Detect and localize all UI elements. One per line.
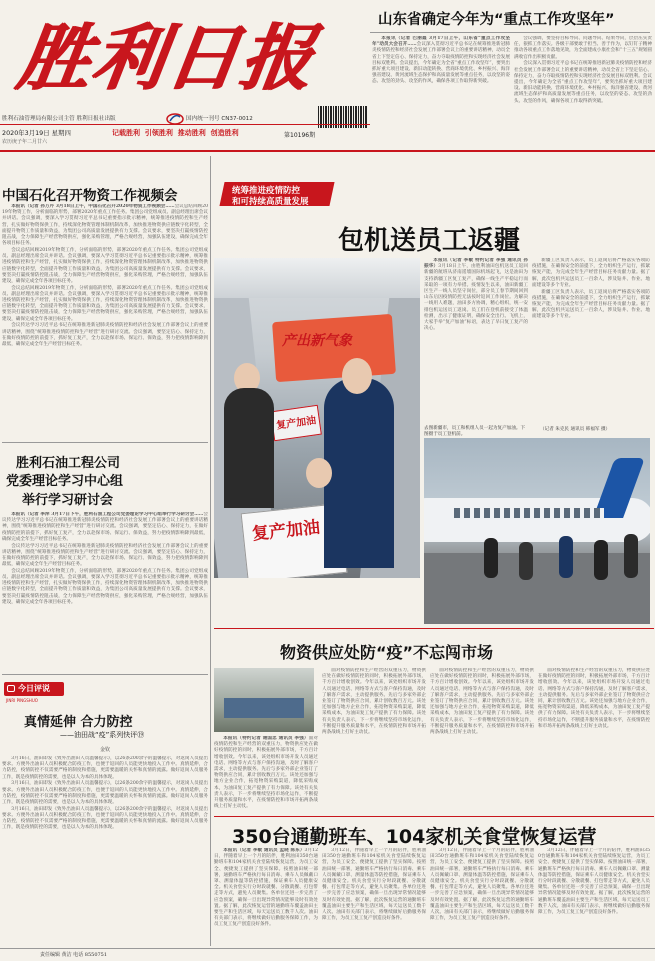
commute-article-col4: 3月12日，伴随着早上一个月的陪伴，胜利油田350台通勤班车和104家机关食堂陆续恢复运营，为员工安全、便捷复工提供了坚实保障。按照油田统一部署，通勤班车严格执行每日消毒、乘车人员佩戴口罩、测量体温等防控措施，保证乘车人员健康安全。机关食堂实行分时段就餐、分散就餐、打包带走等方式，避免人员聚集。各单位还进一步完善了应急预案，确保一旦出现异常情况能够及时有效处置。据了解，此次恢复运营的通勤班车覆盖油田主要生产和生活区域，每天运送员工数千人次。油田有关部门表示，将继续做好后勤服务保障工作，为员工复工复产创造良好条件。 [538, 848, 650, 916]
publisher-line: 胜利石油管理局有限公司主管 胜利日报社出版 [2, 116, 116, 122]
footer-rule [0, 948, 655, 949]
logo-icon [166, 110, 184, 122]
column-divider [210, 156, 211, 946]
photo-credit: （记者 朱克民 通讯员 韩福军 摄） [540, 427, 611, 432]
comment-tag-en: JINRI PINGSHUO [6, 698, 38, 703]
commute-article-col1: 本报讯（记者 李敏 通讯员 孟晓 陈东）3月12日，伴随着早上一个月的陪伴，胜利油田350台通勤班车和104家机关食堂陆续恢复运营，为员工安全、便捷复工提供了坚实保障。按照油田统一部署，通勤班车严格执行每日消毒、乘车人员佩戴口罩、测量体温等防控措施，保证乘车人员健康安全。机关食堂实行分时段就餐、分散就餐、打包带走等方式，避免人员聚集。各单位还进一步完善了应急预案，确保一旦出现异常情况能够及时有效处置。据了解，此次恢复运营的通勤班车覆盖油田主要生产和生活区域，每天运送员工数千人次。油田有关部门表示，将继续做好后勤服务保障工作，为员工复工复产创造良好条件。 [214, 848, 318, 928]
right-article-body: 本报讯（记者 巴丽霞 3月17日上午，山东省“重点工作攻坚年”动员大会召开……会议深入贯彻习近平总书记在统筹推进新冠肺炎疫情防控和经济社会发展工作部署会议上的重要讲话精神，动员全省上下坚定信心、保持定力，奋力夺取疫情防控和实现经济社会发展目标双胜利。会议提出，今年确定为全省“重点工作攻坚年”，要突出抓好重大项目建设、新旧动能转换、营商环境优化、乡村振兴、海洋强省建设、黄河流域生态保护和高质量发展等重点任务，以攻坚的姿态、攻坚的劲头、攻坚的作风，确保各项工作取得新突破。 [372, 36, 510, 85]
right-article-body-2: 会议强调，要坚持目标导向、问题导向、结果导向，层层压实责任，狠抓工作落实。各级干部要敢于担当、善于作为，以钉钉子精神推动各项重点工作落地见效，为全面建成小康社会和“十三五”规划圆满收官作出积极贡献。 会议深入贯彻习近平总书记在统筹推进新冠肺炎疫情防控和经济社会发展工作部署会议上的重要讲话精神，动员全省上下坚定信心、保持定力，奋力夺取疫情防控和实现经济社会发展目标双胜利。会议提出，今年确定为全省“重点工作攻坚年”，要突出抓好重大项目建设、新旧动能转换、营商环境优化、乡村振兴、海洋强省建设、黄河流域生态保护和高质量发展等重点任务，以攻坚的姿态、攻坚的劲头、攻坚的作风，确保各项工作取得新突破。 [514, 36, 652, 104]
section-rule [214, 816, 654, 817]
comment-subtitle: ——油田战“疫”系列快评⑲ [60, 731, 145, 739]
divider [2, 442, 208, 443]
left-headline-2a[interactable]: 胜利石油工程公司 [16, 456, 121, 471]
left-headline-2b[interactable]: 党委理论学习中心组 [6, 474, 124, 489]
left-article-2: 本报讯（记者 李萍 3月17日下午，胜利石油工程公司党委理论学习中心组举行学习研讨会……会议传达学习习近平总书记在统筹推进新冠肺炎疫情防控和经济社会发展工作部署会议上的重要讲话精神，围绕“统筹推进疫情防控和生产经营”进行研讨交流。会议强调，要坚定信心、保持定力，在做好疫情防控的前提下，抓好复工复产，全力以赴保市场、保运行、保效益，努力把疫情影响降到最低，确保完成全年生产经营目标任务。 会议传达学习习近平总书记在统筹推进新冠肺炎疫情防控和经济社会发展工作部署会议上的重要讲话精神，围绕“统筹推进疫情防控和生产经营”进行研讨交流。会议强调，要坚定信心、保持定力，在做好疫情防控的前提下，抓好复工复产，全力以赴保市场、保运行、保效益，努力把疫情影响降到最低，确保完成全年生产经营目标任务。 会议总结回顾2019年物资工作，分析面临的形势，部署2020年重点工作任务。集团公司党组成员、副总经理出席会议并讲话。会议强调，要深入学习贯彻习近平总书记重要指示批示精神，统筹推进疫情防控和生产经营，扎实做好物资保供工作，持续深化物资管理体制机制改革，加快推进物资供应链数字化转型，全面提升物资工作质量和效益，为集团公司高质量发展提供有力支撑。会议要求，要坚决打赢疫情防控阻击战，全力保障生产经营物资供应，强化采购管理，严格合规经营，加强队伍建设，确保完成全年各项目标任务。 [2, 512, 208, 605]
supply-article-col4: 面对疫情防控和生产经营的双重压力，物资供应处在做好疫情防控的同时，积极拓展外部市场，千方百计增收创效。今年以来，该处组织市场开发人员通过电话、网络等方式与客户保持沟通，及时了解客户需求，主动提供服务。先后与多家外部企业签订了物资供应合同，累计创收数百万元。该处还加强与地方企业合作，拓宽物资采购渠道，降低采购成本，为油田复工复产提供了有力保障。该处有关负责人表示，下一步将继续坚持市场化运作，不断提升服务质量和水平，在疫情防控和市场开拓两条战线上打好主动仗。 [538, 668, 650, 729]
slogan-bar: 记载胜利 引领胜利 推动胜利 创造胜利 [112, 129, 239, 137]
airplane-cabin-photo [214, 258, 420, 578]
feature-article-col1: 本报讯（记者 李敏 特约记者 李强 通讯员 孙振华）3月18日上午，由胜利油田包机送员工返回新疆的航班从济南遥墙国际机场起飞，这是油田为支持新疆工区复工复产，确保一线生产平稳运行而采取的一项有力举措。疫情发生以来，油田新疆工区生产一线人员坚守岗位，部分员工春节期间回到山东后因疫情防控无法按时返回工作岗位。为解决一线用人难题，油田多方协调，精心组织，统一安排包机运送员工返岗。员工们在登机前接受了体温检测，出示了健康证明，确保安全出行。飞机上，大家手举“复产加油”标语，表达了早日复工复产的决心。 [424, 258, 528, 332]
comment-author: 金钦 [100, 747, 111, 753]
footer-editor: 责任编辑 黄洁 电话 8550751 [40, 952, 108, 958]
lunar-date: 农历庚子年二月廿六 [2, 139, 48, 145]
left-headline-1[interactable]: 中国石化召开物资工作视频会 [2, 188, 178, 204]
comment-body: 3月16日，油田即发《致外出油田人员温馨提示》，以26条200余字的温馨提示，对返岗人员提出要求。方便外出油田人员积极配合防疫工作，也便于返回的人员能更快地投入工作中。真情延伸，合力防控，疫情防控不仅需要严格的制度和措施，更需要温暖的关怀和真情的流露。做好返岗人员服务工作，既是疫情防控的需要，也是以人为本的具体体现。 3月16日，油田即发《致外出油田人员温馨提示》，以26条200余字的温馨提示，对返岗人员提出要求。方便外出油田人员积极配合防疫工作，也便于返回的人员能更快地投入工作中。真情延伸，合力防控，疫情防控不仅需要严格的制度和措施，更需要温暖的关怀和真情的流露。做好返岗人员服务工作，既是疫情防控的需要，也是以人为本的具体体现。 3月16日，油田即发《致外出油田人员温馨提示》，以26条200余字的温馨提示，对返岗人员提出要求。方便外出油田人员积极配合防疫工作，也便于返回的人员能更快地投入工作中。真情延伸，合力防控，疫情防控不仅需要严格的制度和措施，更需要温暖的关怀和真情的流露。做好返岗人员服务工作，既是疫情防控的需要，也是以人为本的具体体现。 [2, 756, 208, 831]
supply-article-col2: 面对疫情防控和生产经营的双重压力，物资供应处在做好疫情防控的同时，积极拓展外部市场，千方百计增收创效。今年以来，该处组织市场开发人员通过电话、网络等方式与客户保持沟通，及时了解客户需求，主动提供服务。先后与多家外部企业签订了物资供应合同，累计创收数百万元。该处还加强与地方企业合作，拓宽物资采购渠道，降低采购成本，为油田复工复产提供了有力保障。该处有关负责人表示，下一步将继续坚持市场化运作，不断提升服务质量和水平，在疫情防控和市场开拓两条战线上打好主动仗。 [322, 668, 426, 736]
sign-large: 复产加油 [251, 517, 321, 545]
issue-date: 2020年3月19日 星期四 [2, 129, 71, 137]
left-article-1: 本报讯（记者 孙万芹 3月18日上午，中国石化召开2020年物资工作视频会……会议总结回顾2019年物资工作，分析面临的形势，部署2020年重点工作任务。集团公司党组成员、副总经理出席会议并讲话。会议强调，要深入学习贯彻习近平总书记重要指示批示精神，统筹推进疫情防控和生产经营，扎实做好物资保供工作，持续深化物资管理体制机制改革，加快推进物资供应链数字化转型，全面提升物资工作质量和效益，为集团公司高质量发展提供有力支撑。会议要求，要坚决打赢疫情防控阻击战，全力保障生产经营物资供应，强化采购管理，严格合规经营，加强队伍建设，确保完成全年各项目标任务。 会议总结回顾2019年物资工作，分析面临的形势，部署2020年重点工作任务。集团公司党组成员、副总经理出席会议并讲话。会议强调，要深入学习贯彻习近平总书记重要指示批示精神，统筹推进疫情防控和生产经营，扎实做好物资保供工作，持续深化物资管理体制机制改革，加快推进物资供应链数字化转型，全面提升物资工作质量和效益，为集团公司高质量发展提供有力支撑。会议要求，要坚决打赢疫情防控阻击战，全力保障生产经营物资供应，强化采购管理，严格合规经营，加强队伍建设，确保完成全年各项目标任务。 会议总结回顾2019年物资工作，分析面临的形势，部署2020年重点工作任务。集团公司党组成员、副总经理出席会议并讲话。会议强调，要深入学习贯彻习近平总书记重要指示批示精神，统筹推进疫情防控和生产经营，扎实做好物资保供工作，持续深化物资管理体制机制改革，加快推进物资供应链数字化转型，全面提升物资工作质量和效益，为集团公司高质量发展提供有力支撑。会议要求，要坚决打赢疫情防控阻击战，全力保障生产经营物资供应，强化采购管理，严格合规经营，加强队伍建设，确保完成全年各项目标任务。 会议传达学习习近平总书记在统筹推进新冠肺炎疫情防控和经济社会发展工作部署会议上的重要讲话精神，围绕“统筹推进疫情防控和生产经营”进行研讨交流。会议强调，要坚定信心、保持定力，在做好疫情防控的前提下，抓好复工复产，全力以赴保市场、保运行、保效益，努力把疫情影响降到最低，确保完成全年生产经营目标任务。 [2, 204, 208, 347]
issue-number: 第10196期 [284, 132, 316, 139]
masthead-rule [0, 124, 370, 125]
masthead-rule-bottom [0, 150, 655, 152]
divider [2, 674, 208, 675]
supply-article-col3: 面对疫情防控和生产经营的双重压力，物资供应处在做好疫情防控的同时，积极拓展外部市场，千方百计增收创效。今年以来，该处组织市场开发人员通过电话、网络等方式与客户保持沟通，及时了解客户需求，主动提供服务。先后与多家外部企业签订了物资供应合同，累计创收数百万元。该处还加强与地方企业合作，拓宽物资采购渠道，降低采购成本，为油田复工复产提供了有力保障。该处有关负责人表示，下一步将继续坚持市场化运作，不断提升服务质量和水平，在疫情防控和市场开拓两条战线上打好主动仗。 [430, 668, 534, 736]
cabin-banner-text: 产出新气象 [282, 333, 352, 349]
cn-number: 国内统一刊号 CN37-0012 [186, 116, 253, 122]
supply-headline[interactable]: 物资供应处防“疫”不忘闯市场 [280, 643, 494, 662]
headline-right[interactable]: 山东省确定今年为“重点工作攻坚年” [378, 12, 615, 28]
feature-headline[interactable]: 包机送员工返疆 [338, 226, 521, 256]
sign-small: 复产加油 [275, 415, 317, 432]
commute-article-col3: 3月12日，伴随着早上一个月的陪伴，胜利油田350台通勤班车和104家机关食堂陆续恢复运营，为员工安全、便捷复工提供了坚实保障。按照油田统一部署，通勤班车严格执行每日消毒、乘车人员佩戴口罩、测量体温等防控措施，保证乘车人员健康安全。机关食堂实行分时段就餐、分散就餐、打包带走等方式，避免人员聚集。各单位还进一步完善了应急预案，确保一旦出现异常情况能够及时有效处置。据了解，此次恢复运营的通勤班车覆盖油田主要生产和生活区域，每天运送员工数千人次。油田有关部门表示，将继续做好后勤服务保障工作，为员工复工复产创造良好条件。 [430, 848, 534, 922]
feature-tag-line1: 统筹推进疫情防控 [232, 186, 301, 196]
comment-tag: 今日评说 [4, 682, 64, 696]
supply-article-col1: 本报讯（特约记者 谢国忠 通讯员 李强）面对疫情防控和生产经营的双重压力，物资供应处在做好疫情防控的同时，积极拓展外部市场，千方百计增收创效。今年以来，该处组织市场开发人员通过电话、网络等方式与客户保持沟通，及时了解客户需求，主动提供服务。先后与多家外部企业签订了物资供应合同，累计创收数百万元。该处还加强与地方企业合作，拓宽物资采购渠道，降低采购成本，为油田复工复产提供了有力保障。该处有关负责人表示，下一步将继续坚持市场化运作，不断提升服务质量和水平，在疫情防控和市场开拓两条战线上打好主动仗。 [214, 736, 318, 810]
chat-icon [7, 685, 15, 692]
airplane-boarding-photo [424, 438, 650, 624]
divider [370, 32, 650, 33]
feature-article-col2: 新疆工区负责人表示，员工返岗后将严格落实各项防疫措施，在确保安全的前提下，全力组织生产运行，抓紧恢复产能，为完成全年生产经营目标任务贡献力量。据了解，此次包机共运送员工一百余人，涉及钻井、作业、地面建设等多个专业。 新疆工区负责人表示，员工返岗后将严格落实各项防疫措施，在确保安全的前提下，全力组织生产运行，抓紧恢复产能，为完成全年生产经营目标任务贡献力量。据了解，此次包机共运送员工一百余人，涉及钻井、作业、地面建设等多个专业。 [532, 258, 650, 320]
commute-article-col2: 3月12日，伴随着早上一个月的陪伴，胜利油田350台通勤班车和104家机关食堂陆续恢复运营，为员工安全、便捷复工提供了坚实保障。按照油田统一部署，通勤班车严格执行每日消毒、乘车人员佩戴口罩、测量体温等防控措施，保证乘车人员健康安全。机关食堂实行分时段就餐、分散就餐、打包带走等方式，避免人员聚集。各单位还进一步完善了应急预案，确保一旦出现异常情况能够及时有效处置。据了解，此次恢复运营的通勤班车覆盖油田主要生产和生活区域，每天运送员工数千人次。油田有关部门表示，将继续做好后勤服务保障工作，为员工复工复产创造良好条件。 [322, 848, 426, 922]
commute-headline[interactable]: 350台通勤班车、104家机关食堂恢复运营 [232, 826, 597, 848]
photo-caption: 去图新疆市，员工和机组人员一起为复产加油。下图摄于员工登机前。 [424, 426, 526, 437]
warehouse-photo [214, 668, 314, 732]
masthead-title: 胜利日报 [12, 15, 321, 100]
feature-tag-line2: 和可持续高质量发展 [232, 197, 309, 207]
left-headline-2c[interactable]: 举行学习研讨会 [22, 493, 114, 508]
section-rule [214, 628, 654, 629]
comment-title[interactable]: 真情延伸 合力防控 [24, 715, 133, 730]
